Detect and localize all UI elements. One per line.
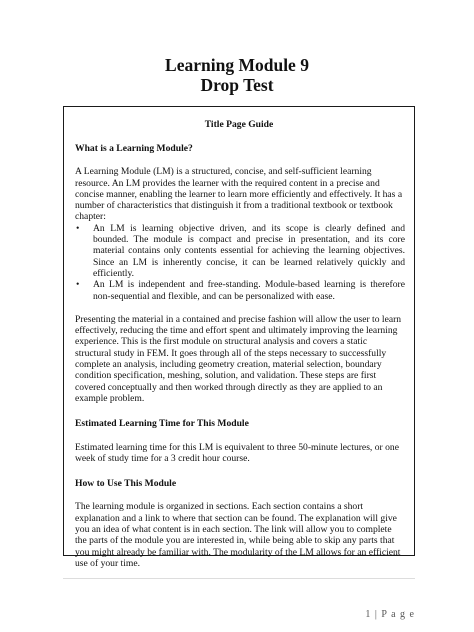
page-number: 1 | P a g e <box>365 609 415 620</box>
how-to-use-heading: How to Use This Module <box>75 478 177 490</box>
presenting-paragraph: Presenting the material in a contained and precise fashion will allow the user to learn effectively, reducing the time and effort spent and ultimately improving the learning experience. This is the first module on structural analysis and covers a static structural study in FEM. It goes through all of the steps necessary to successfully complete an analysis, including geometry creation, material selection, boundary condition specification, meshing, solution, and validation. These steps are first covered conceptually and then worked through directly as they are applied to an example problem. <box>75 313 402 404</box>
title-page-guide-box <box>63 106 415 569</box>
document-title: Learning Module 9 <box>165 55 309 75</box>
characteristics-list <box>75 223 405 302</box>
learning-time-heading: Estimated Learning Time for This Module <box>75 418 249 430</box>
list-item <box>75 223 405 279</box>
learning-time-paragraph: Estimated learning time for this LM is equivalent to three 50-minute lectures, or one week of study time for a 3 credit hour course. <box>75 441 399 464</box>
document-subtitle: Drop Test <box>200 75 274 95</box>
list-item-text: An LM is learning objective driven, and its scope is clearly defined and bounded. The module is compact and precise in presentation, and its core material contains only contents essential for achieving the learning objectives. Since an LM is inherently concise, it can be learned relatively quickly and efficiently. <box>93 222 405 279</box>
guide-content <box>75 137 405 569</box>
list-item <box>75 279 405 302</box>
footer-divider <box>63 578 415 579</box>
how-to-use-paragraph: The learning module is organized in sections. Each section contains a short explanation and a link to where that section can be found. The explanation will give you an idea of what content is in each section. The link will allow you to complete the parts of the module you are interested in, while being able to skip any parts that you might already be familiar with. The modularity of the LM allows for an efficient use of your time. <box>75 501 401 569</box>
what-is-heading: What is a Learning Module? <box>75 143 193 154</box>
bullet-icon: • <box>76 279 80 291</box>
what-is-intro: A Learning Module (LM) is a structured, concise, and self-sufficient learning resource. An LM provides the learner with the required content in a precise and concise manner, enabling the learner to learn more efficiently and effectively. It has a number of characteristics that distinguish it from a traditional textbook or textbook chapter: <box>75 166 403 223</box>
guide-heading: Title Page Guide <box>204 119 274 130</box>
list-item-text: An LM is independent and free-standing. Module-based learning is therefore non-sequential and flexible, and can be personalized with ease. <box>93 279 405 302</box>
bullet-icon: • <box>76 222 80 234</box>
